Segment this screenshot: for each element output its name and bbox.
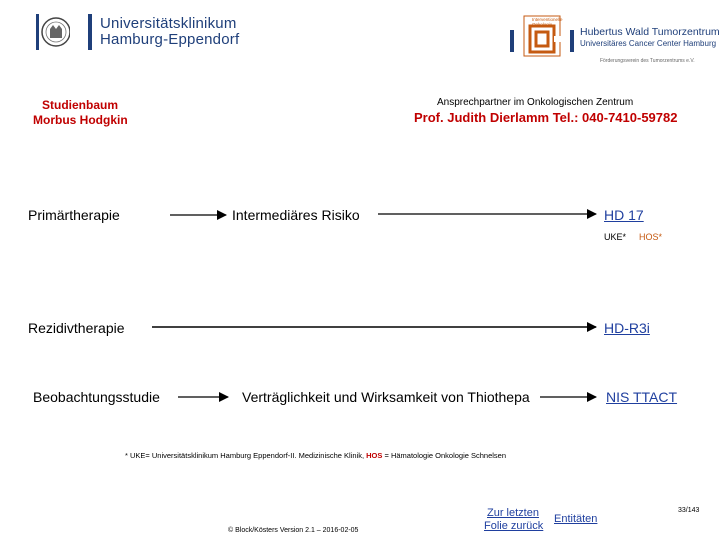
hos-tag: HOS* [639,232,663,242]
hd-r3i-link[interactable]: HD-R3i [604,320,650,336]
primaertherapie-label: Primärtherapie [28,207,120,223]
study-title-line2: Morbus Hodgkin [33,113,128,127]
uke-tag: UKE* [604,232,627,242]
back-link-line2[interactable]: Folie zurück [484,520,544,532]
footnote [125,451,506,460]
footnote-part2: = Hämatologie Onkologie Schnelsen [382,451,507,460]
rezidivtherapie-label: Rezidivtherapie [28,320,125,336]
uke-logo-line2: Hamburg-Eppendorf [100,31,240,48]
entitaeten-link[interactable]: Entitäten [554,513,598,525]
copyright: © Block/Kösters Version 2.1 – 2016-02-05 [228,527,359,534]
intermediaeres-risiko-label: Intermediäres Risiko [232,207,360,223]
hubertus-logo-line1: Hubertus Wald Tumorzentrum [580,26,720,38]
hubertus-logo-small-text: Interventionelle Onkologie [532,17,563,27]
thiothepa-description: Verträglichkeit und Wirksamkeit von Thiothepa [242,389,530,405]
nis-ttact-link[interactable]: NIS TTACT [606,389,678,405]
footnote-part1: * UKE= Universitätsklinikum Hamburg Eppendorf-II. Medizinische Klinik, [125,451,367,460]
hd17-link[interactable]: HD 17 [604,207,644,223]
uke-logo-line1: Universitätsklinikum [100,15,237,32]
hubertus-logo-line2: Universitäres Cancer Center Hamburg [580,39,717,48]
page-number: 33/143 [678,507,700,514]
contact-label: Ansprechpartner im Onkologischen Zentrum [437,97,634,108]
footnote-hos: HOS [366,451,383,460]
study-title-line1: Studienbaum [42,98,119,112]
hubertus-logo-line3: Förderungsverein des Tumorzentrums e.V. [600,58,695,64]
back-link-line1[interactable]: Zur letzten [487,507,539,519]
beobachtungsstudie-label: Beobachtungsstudie [33,389,160,405]
contact-name: Prof. Judith Dierlamm Tel.: 040-7410-59782 [414,110,678,125]
